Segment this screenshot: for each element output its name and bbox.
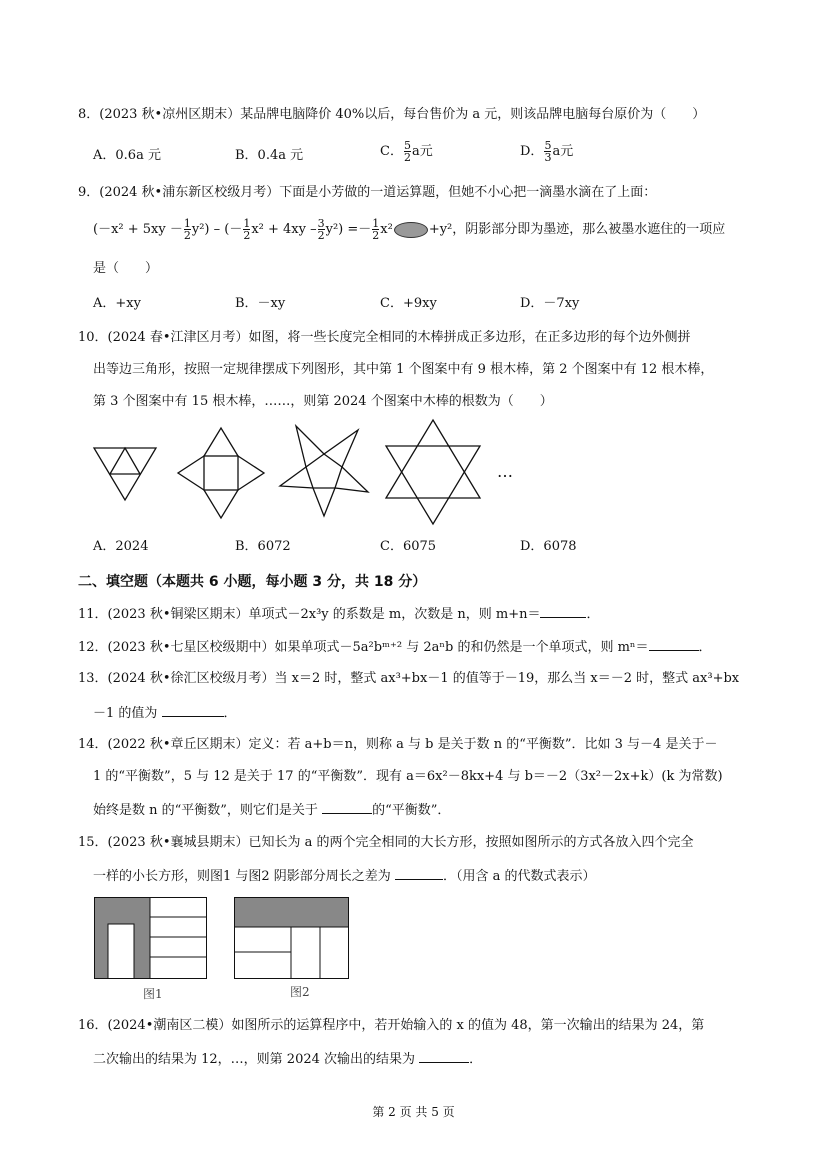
q9-option-b: B．－xy: [235, 296, 286, 311]
figure-square: [176, 426, 266, 520]
q14-answer-blank[interactable]: [322, 801, 372, 814]
q13-answer-blank[interactable]: [162, 704, 224, 717]
q10-option-c: C．6075: [380, 539, 437, 554]
q14-line2: 1 的“平衡数”，5 与 12 是关于 17 的“平衡数”．现有 a＝6x²－8kx+4 与 b＝－2（3x²－2x+k）(k 为常数): [93, 769, 723, 784]
figure-2-caption: 图2: [290, 985, 310, 999]
q10-line3: 第 3 个图案中有 15 根木棒，……，则第 2024 个图案中木棒的根数为（ ）: [93, 394, 553, 409]
q8-option-d: D． $\frac{5}{3}$ a元: [520, 139, 574, 164]
q10-line1: 10．(2024 春•江津区月考）如图，将一些长度完全相同的木棒拼成正多边形，在正多边形的每个边外侧拼: [78, 330, 691, 345]
q15-answer-blank[interactable]: [395, 867, 443, 880]
q9-option-d: D．－7xy: [520, 296, 580, 311]
figure-2-rectangles: [234, 897, 350, 980]
figure-triangle: [90, 440, 160, 505]
q11-answer-blank[interactable]: [540, 605, 586, 618]
q9-stem2: 是（ ）: [93, 261, 159, 276]
q15-line2: 一样的小长方形，则图1 与图2 阴影部分周长之差为 ．（用含 a 的代数式表示）: [93, 869, 596, 884]
figure-pentagon: [278, 422, 370, 518]
q8-stem: 8．(2023 秋•凉州区期末）某品牌电脑降价 40%以后，每台售价为 a 元，则该品牌电脑每台原价为（ ）: [78, 107, 706, 122]
q9-stem: 9．(2024 秋•浦东新区校级月考）下面是小芳做的一道运算题，但她不小心把一滴墨水滴在了上面：: [78, 185, 657, 200]
q13-line1: 13．(2024 秋•徐汇区校级月考）当 x＝2 时，整式 ax³+bx－1 的值等于－19，那么当 x＝－2 时，整式 ax³+bx: [78, 671, 740, 686]
ink-blot: [394, 222, 428, 238]
q9-option-c: C．+9xy: [380, 296, 437, 311]
page-footer: 第 2 页 共 5 页: [372, 1105, 455, 1119]
q8-option-a: A．0.6a 元: [93, 148, 161, 163]
figure-ellipsis: …: [497, 462, 513, 481]
q8-option-c: C． $\frac{5}{2}$ a元: [380, 139, 433, 164]
q16-line1: 16．(2024•潮南区二模）如图所示的运算程序中，若开始输入的 x 的值为 48，第一次输出的结果为 24，第: [78, 1018, 705, 1033]
q9-expression: (－x² + 5xy － $\frac{1}{2}$ y²) – (－ $\frac{1}{2}$ x² + 4xy – $\frac{3}{2}$ y²) =－ $\frac{1}{2}$ x² +y²，阴影部分即为墨迹，那么被墨水遮住的一项应: [93, 217, 726, 242]
q12-answer-blank[interactable]: [649, 638, 699, 651]
q12-stem: 12．(2023 秋•七星区校级期中）如果单项式－5a²bᵐ⁺² 与 2aⁿb 的和仍然是一个单项式，则 mⁿ＝ ．: [78, 640, 712, 655]
section-title-fill-blank: 二、填空题（本题共 6 小题，每小题 3 分，共 18 分）: [78, 574, 427, 590]
q15-line1: 15．(2023 秋•襄城县期末）已知长为 a 的两个完全相同的大长方形，按照如图所示的方式各放入四个完全: [78, 835, 694, 850]
figure-1-rectangles: [94, 897, 208, 980]
figure-1-caption: 图1: [143, 987, 163, 1001]
q10-line2: 出等边三角形，按照一定规律摆成下列图形，其中第 1 个图案中有 9 根木棒，第 2 个图案中有 12 根木棒，: [93, 362, 714, 377]
q10-option-d: D．6078: [520, 539, 577, 554]
q10-option-a: A．2024: [93, 539, 149, 554]
figure-hexagon: [383, 418, 483, 528]
q14-line3: 始终是数 n 的“平衡数”，则它们是关于 的“平衡数”．: [93, 803, 451, 818]
q11-stem: 11．(2023 秋•铜梁区期末）单项式－2x³y 的系数是 m，次数是 n，则 m+n＝ ．: [78, 607, 600, 622]
q16-answer-blank[interactable]: [419, 1050, 469, 1063]
q8-option-b: B．0.4a 元: [235, 148, 304, 163]
q9-option-a: A．+xy: [93, 296, 141, 311]
q16-line2: 二次输出的结果为 12，…，则第 2024 次输出的结果为 ．: [93, 1052, 483, 1067]
q10-option-b: B．6072: [235, 539, 291, 554]
q13-line2: －1 的值为 ．: [93, 706, 237, 721]
q14-line1: 14．(2022 秋•章丘区期末）定义：若 a+b＝n，则称 a 与 b 是关于数 n 的“平衡数”．比如 3 与－4 是关于－: [78, 737, 718, 752]
